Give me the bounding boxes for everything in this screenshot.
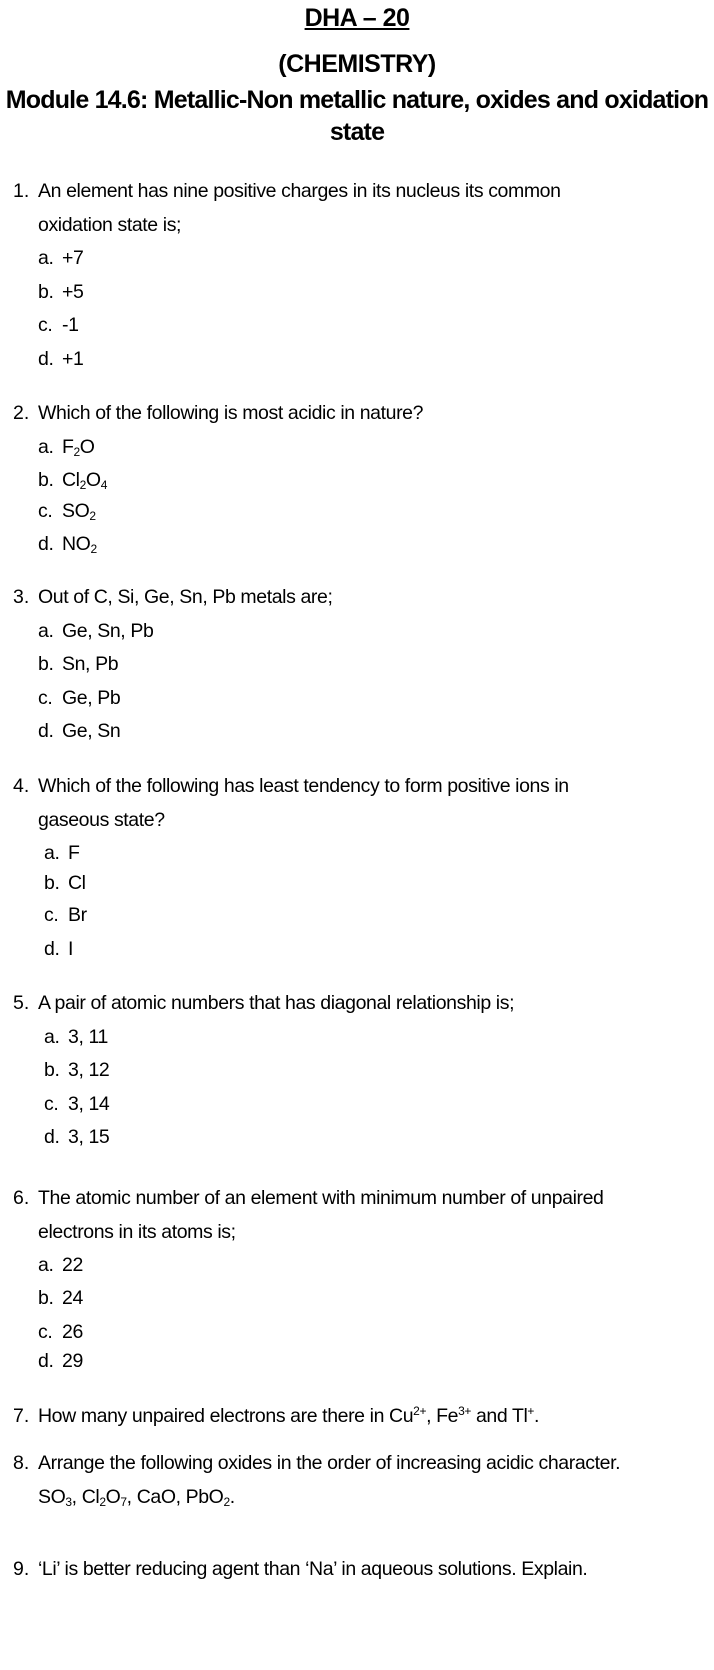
option-text: 29 xyxy=(62,1350,83,1372)
option-text: 3, 11 xyxy=(68,1026,108,1048)
question-number: 6. xyxy=(13,1187,30,1209)
option-text: 24 xyxy=(62,1287,83,1309)
question-text-line: $SO_3$, $Cl_2O_7$, CaO, PbO$_2$. xyxy=(38,1486,235,1509)
option-label: b. xyxy=(44,872,60,894)
module-heading: Module 14.6: Metallic-Non metallic nature, oxides and oxidation state xyxy=(5,86,709,146)
question-text-line: How many unpaired electrons are there in $Cu^{2+}$, $Fe^{3+}$ and Tl+. xyxy=(38,1404,540,1427)
question-text-line: Out of C, Si, Ge, Sn, Pb metals are; xyxy=(38,586,333,608)
question-text-line: Which of the following is most acidic in nature? xyxy=(38,402,424,424)
question-text-line: Which of the following has least tendency to form positive ions in xyxy=(38,775,569,797)
option-label: c. xyxy=(38,500,53,522)
option-text: Cl xyxy=(68,872,86,894)
option-text: +5 xyxy=(62,281,84,303)
option-text: Br xyxy=(68,904,87,926)
question-number: 5. xyxy=(13,992,30,1014)
question-text-line: Arrange the following oxides in the order of increasing acidic character. xyxy=(38,1452,621,1474)
option-label: c. xyxy=(38,314,53,336)
question-text-line: gaseous state? xyxy=(38,809,165,831)
question-number: 9. xyxy=(13,1558,30,1580)
option-label: b. xyxy=(38,281,54,303)
question-text-line: electrons in its atoms is; xyxy=(38,1221,236,1243)
option-label: d. xyxy=(38,348,54,370)
option-text: $NO_2$ xyxy=(62,533,97,556)
option-text: -1 xyxy=(62,314,79,336)
option-text: 22 xyxy=(62,1254,83,1276)
option-text: Ge, Sn xyxy=(62,720,121,742)
question-number: 3. xyxy=(13,586,30,608)
question-number: 2. xyxy=(13,402,30,424)
option-label: a. xyxy=(38,620,54,642)
option-label: d. xyxy=(44,1126,60,1148)
question-number: 7. xyxy=(13,1405,30,1427)
question-text-line: ‘Li’ is better reducing agent than ‘Na’ in aqueous solutions. Explain. xyxy=(38,1558,588,1580)
question-text-line: oxidation state is; xyxy=(38,214,182,236)
question-text-line: The atomic number of an element with minimum number of unpaired xyxy=(38,1187,604,1209)
option-label: a. xyxy=(38,436,54,458)
option-text: $F_2O$ xyxy=(62,436,95,459)
option-label: a. xyxy=(44,842,60,864)
option-text: $SO_2$ xyxy=(62,500,96,523)
option-text: 26 xyxy=(62,1321,83,1343)
option-label: d. xyxy=(38,720,54,742)
question-text-line: A pair of atomic numbers that has diagonal relationship is; xyxy=(38,992,515,1014)
question-number: 1. xyxy=(13,180,30,202)
option-text: 3, 15 xyxy=(68,1126,110,1148)
subject-heading: (CHEMISTRY) xyxy=(278,50,436,78)
option-label: c. xyxy=(38,1321,53,1343)
option-label: d. xyxy=(38,1350,54,1372)
option-label: b. xyxy=(38,469,54,491)
option-label: b. xyxy=(38,653,54,675)
option-text: 3, 14 xyxy=(68,1093,110,1115)
option-label: a. xyxy=(38,247,54,269)
option-label: c. xyxy=(38,687,53,709)
option-label: a. xyxy=(44,1026,60,1048)
option-label: b. xyxy=(44,1059,60,1081)
option-text: Ge, Sn, Pb xyxy=(62,620,154,642)
option-text: $Cl_2O_4$ xyxy=(62,469,107,492)
option-text: 3, 12 xyxy=(68,1059,110,1081)
question-text-line: An element has nine positive charges in its nucleus its common xyxy=(38,180,561,202)
option-label: c. xyxy=(44,904,59,926)
option-label: a. xyxy=(38,1254,54,1276)
option-text: Sn, Pb xyxy=(62,653,119,675)
option-text: F xyxy=(68,842,80,864)
option-label: b. xyxy=(38,1287,54,1309)
option-text: I xyxy=(68,938,74,960)
question-number: 4. xyxy=(13,775,30,797)
option-label: c. xyxy=(44,1093,59,1115)
option-label: d. xyxy=(44,938,60,960)
option-label: d. xyxy=(38,533,54,555)
question-number: 8. xyxy=(13,1452,30,1474)
option-text: +1 xyxy=(62,348,84,370)
option-text: +7 xyxy=(62,247,84,269)
document-title: DHA – 20 xyxy=(304,4,410,32)
option-text: Ge, Pb xyxy=(62,687,121,709)
